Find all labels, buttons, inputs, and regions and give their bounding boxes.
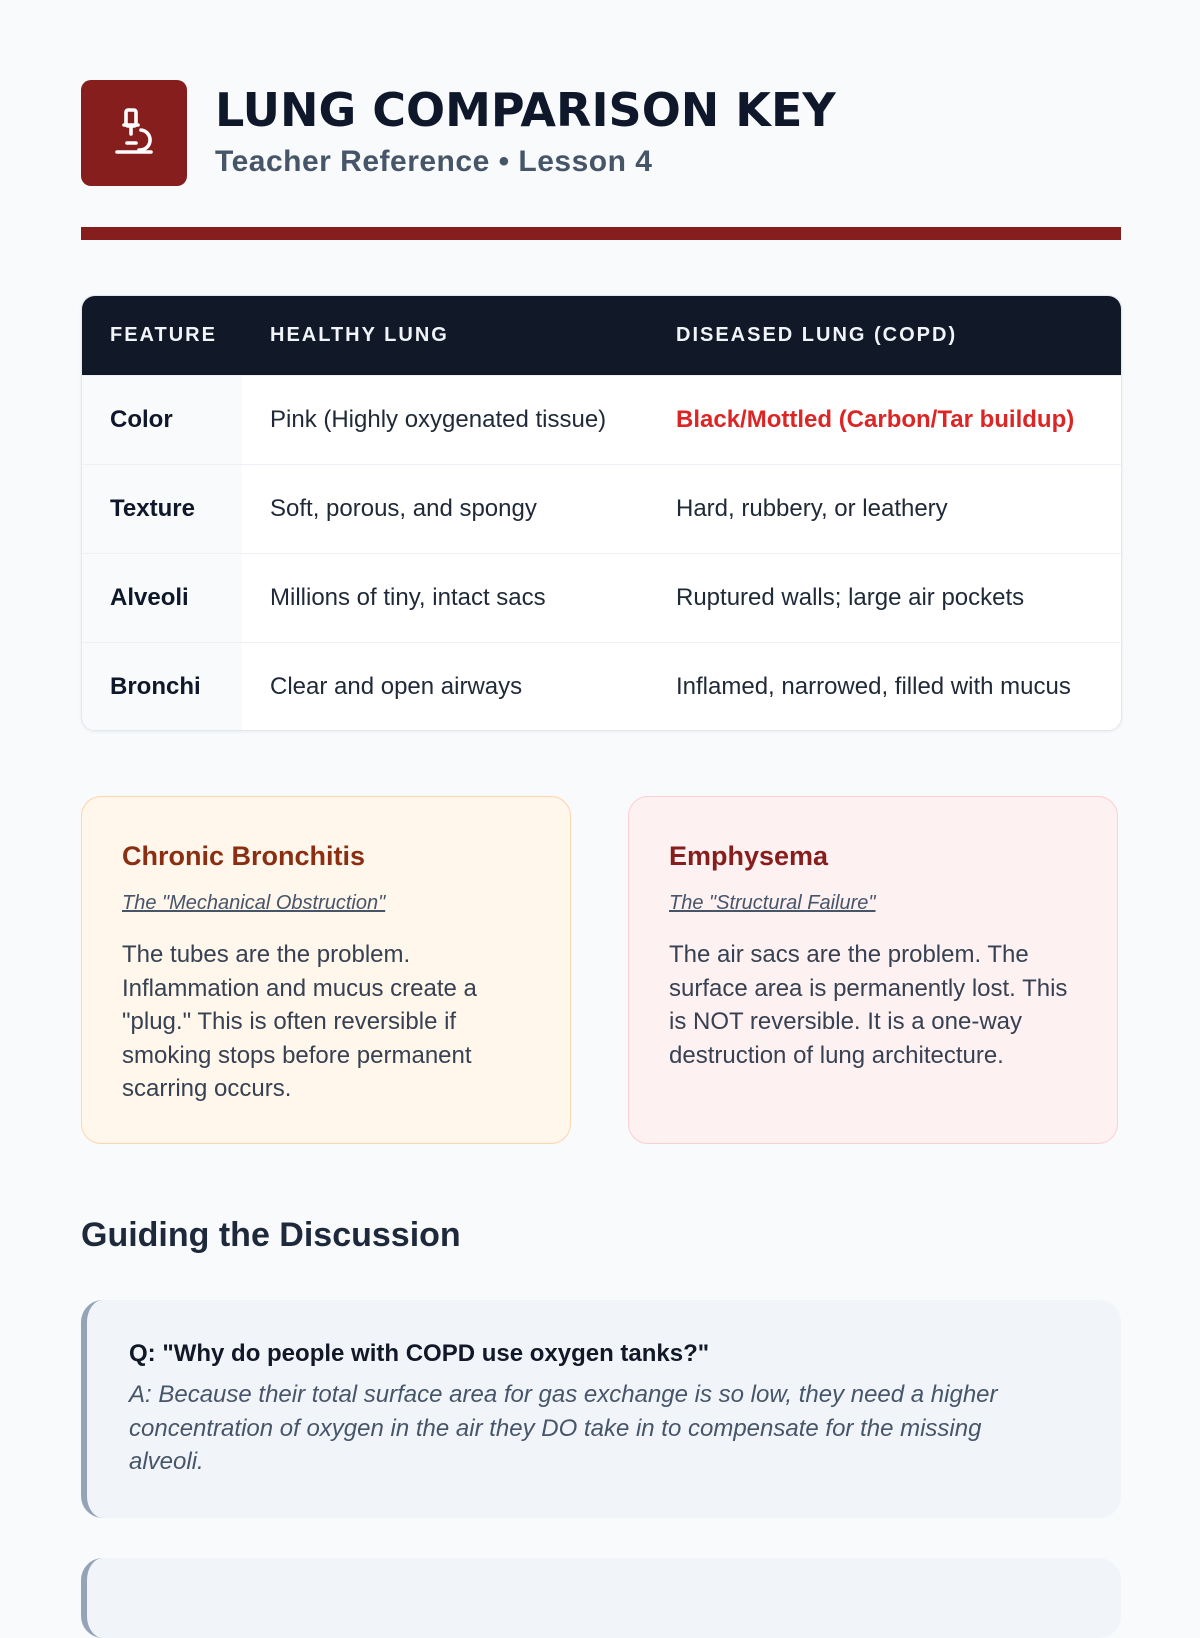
table-row — [82, 553, 1121, 642]
answer-text: A: Because their total surface area for gas exchange is so low, they need a higher concentration of oxygen in the air they DO take in to compensate for the missing alveoli. — [129, 1381, 998, 1475]
feature-cell: Texture — [110, 495, 195, 522]
feature-cell: Bronchi — [110, 673, 201, 700]
diseased-cell: Inflamed, narrowed, filled with mucus — [676, 673, 1071, 700]
table-row — [82, 464, 1121, 553]
header-divider — [81, 227, 1121, 240]
column-header-healthy: HEALTHY LUNG — [270, 324, 449, 346]
page-title: LUNG COMPARISON KEY — [215, 83, 836, 137]
card-title: Chronic Bronchitis — [122, 841, 366, 871]
healthy-cell: Pink (Highly oxygenated tissue) — [270, 406, 607, 433]
card-body: The air sacs are the problem. The surface area is permanently lost. This is NOT reversible. It is a one-way destruction of lung architecture. — [669, 941, 1068, 1069]
question-text: Q: "Why do people with COPD use oxygen tanks?" — [129, 1340, 710, 1367]
healthy-cell: Millions of tiny, intact sacs — [270, 584, 546, 611]
column-header-feature: FEATURE — [110, 324, 217, 346]
diseased-cell: Black/Mottled (Carbon/Tar buildup) — [676, 406, 1075, 433]
table-row — [82, 375, 1121, 464]
healthy-cell: Clear and open airways — [270, 673, 523, 700]
microscope-icon — [81, 80, 187, 186]
page-subtitle: Teacher Reference • Lesson 4 — [215, 145, 653, 178]
table-row — [82, 642, 1121, 731]
healthy-cell: Soft, porous, and spongy — [270, 495, 537, 522]
card-body: The tubes are the problem. Inflammation and mucus create a "plug." This is often reversible if smoking stops before permanent scarring occurs. — [122, 941, 477, 1102]
comparison-table — [81, 295, 1122, 731]
emphysema-card — [628, 796, 1118, 1144]
card-subtitle: The "Structural Failure" — [669, 892, 876, 914]
page-header — [81, 80, 1121, 188]
discussion-item — [81, 1300, 1121, 1518]
card-subtitle: The "Mechanical Obstruction" — [122, 892, 386, 914]
feature-cell: Color — [110, 406, 173, 433]
table-header — [82, 296, 1121, 375]
feature-cell: Alveoli — [110, 584, 189, 611]
diseased-cell: Ruptured walls; large air pockets — [676, 584, 1025, 611]
column-header-diseased: DISEASED LUNG (COPD) — [676, 324, 958, 346]
diseased-cell: Hard, rubbery, or leathery — [676, 495, 948, 522]
chronic-bronchitis-card — [81, 796, 571, 1144]
section-heading: Guiding the Discussion — [81, 1216, 461, 1254]
card-title: Emphysema — [669, 841, 829, 871]
discussion-item — [81, 1558, 1121, 1638]
